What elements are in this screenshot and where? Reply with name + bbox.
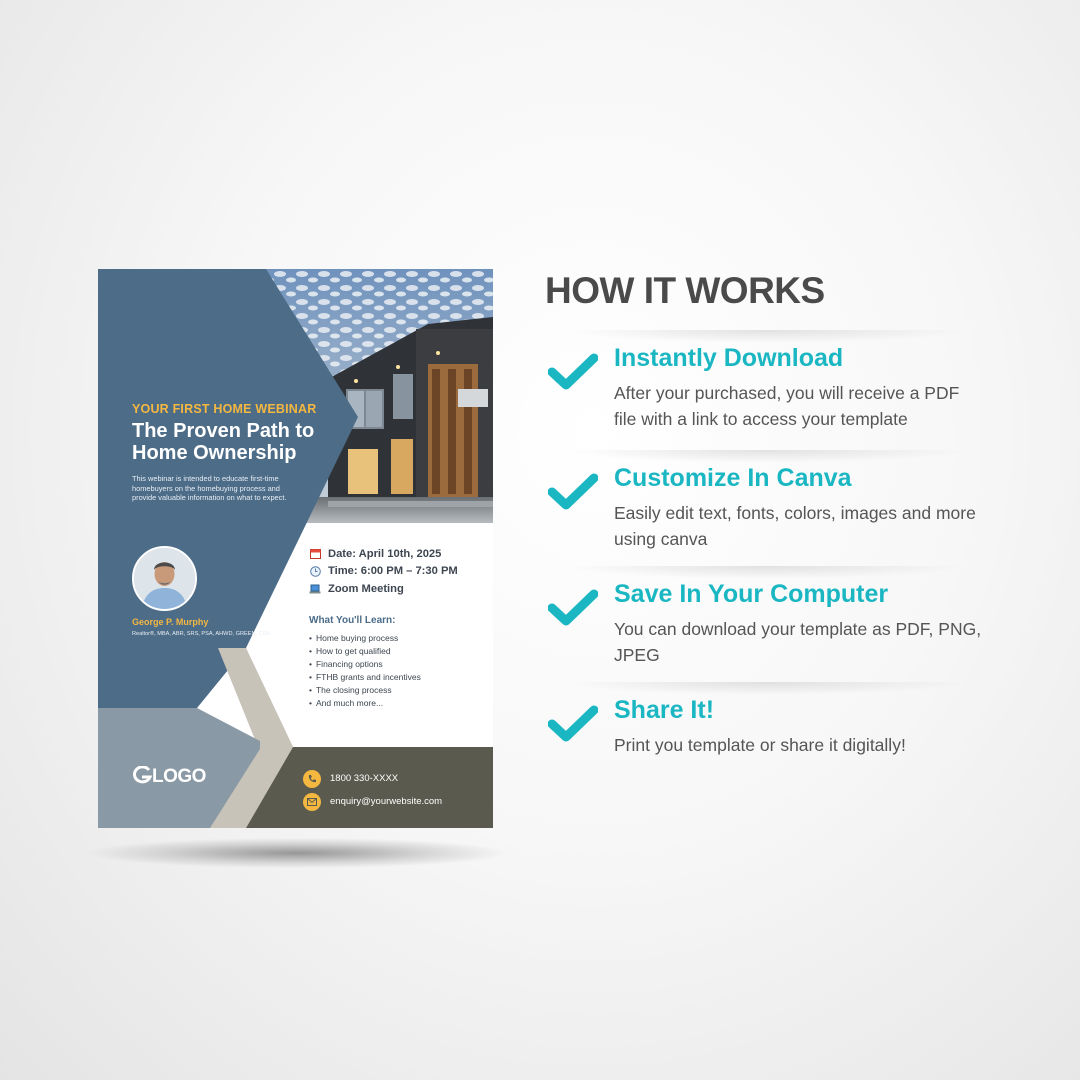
learn-list bbox=[309, 632, 489, 710]
list-item: • How to get qualified bbox=[309, 645, 489, 658]
phone-icon bbox=[303, 770, 321, 788]
flyer-shadow bbox=[90, 838, 505, 868]
flyer-eyebrow: YOUR FIRST HOME WEBINAR bbox=[132, 402, 317, 416]
check-icon bbox=[548, 472, 598, 517]
event-time: Time: 6:00 PM – 7:30 PM bbox=[309, 563, 489, 581]
check-icon bbox=[548, 352, 598, 397]
list-item: • Home buying process bbox=[309, 632, 489, 645]
step-description: Print you template or share it digitally! bbox=[614, 735, 906, 755]
flyer-title: The Proven Path to Home Ownership bbox=[132, 420, 315, 464]
contact-email: enquiry@yourwebsite.com bbox=[303, 790, 488, 813]
step-title: Customize In Canva bbox=[614, 464, 852, 492]
list-item: • The closing process bbox=[309, 684, 489, 697]
contact-info bbox=[303, 767, 488, 813]
step-divider bbox=[545, 682, 985, 696]
step-divider bbox=[545, 566, 985, 580]
check-icon bbox=[548, 588, 598, 633]
step-title: Share It! bbox=[614, 696, 715, 724]
how-it-works-title: HOW IT WORKS bbox=[545, 270, 825, 311]
flyer-logo bbox=[132, 766, 206, 788]
calendar-icon bbox=[309, 548, 321, 560]
step-description: After your purchased, you will receive a PDF file with a link to access your template bbox=[614, 383, 960, 429]
flyer-description: This webinar is intended to educate first-time homebuyers on the homebuying process and provide valuable information on what to expect. bbox=[132, 474, 287, 503]
webinar-flyer bbox=[98, 269, 493, 828]
list-item: • And much more... bbox=[309, 697, 489, 710]
contact-phone: 1800 330-XXXX bbox=[303, 767, 488, 790]
event-details bbox=[309, 545, 489, 598]
step-title: Save In Your Computer bbox=[614, 580, 889, 608]
step-title: Instantly Download bbox=[614, 344, 844, 372]
step-divider bbox=[545, 330, 985, 344]
clock-icon bbox=[309, 565, 321, 577]
event-date: Date: April 10th, 2025 bbox=[309, 545, 489, 563]
agent-portrait-icon bbox=[134, 548, 195, 609]
mail-icon bbox=[303, 793, 321, 811]
laptop-icon bbox=[309, 583, 321, 595]
learn-title: What You'll Learn: bbox=[309, 615, 396, 626]
logo-mark-icon bbox=[132, 766, 152, 788]
step-description: You can download your template as PDF, PNG, JPEG bbox=[614, 619, 982, 665]
list-item: • Financing options bbox=[309, 658, 489, 671]
logo-text: LOGO bbox=[152, 766, 206, 787]
step-description: Easily edit text, fonts, colors, images and more using canva bbox=[614, 503, 976, 549]
event-location: Zoom Meeting bbox=[309, 580, 489, 598]
check-icon bbox=[548, 704, 598, 749]
agent-avatar bbox=[132, 546, 197, 611]
step-divider bbox=[545, 450, 985, 464]
agent-credentials: Realtor®, MBA, ABR, SRS, PSA, AHWD, GREEN, CSA bbox=[132, 631, 271, 637]
list-item: • FTHB grants and incentives bbox=[309, 671, 489, 684]
agent-name: George P. Murphy bbox=[132, 617, 209, 627]
